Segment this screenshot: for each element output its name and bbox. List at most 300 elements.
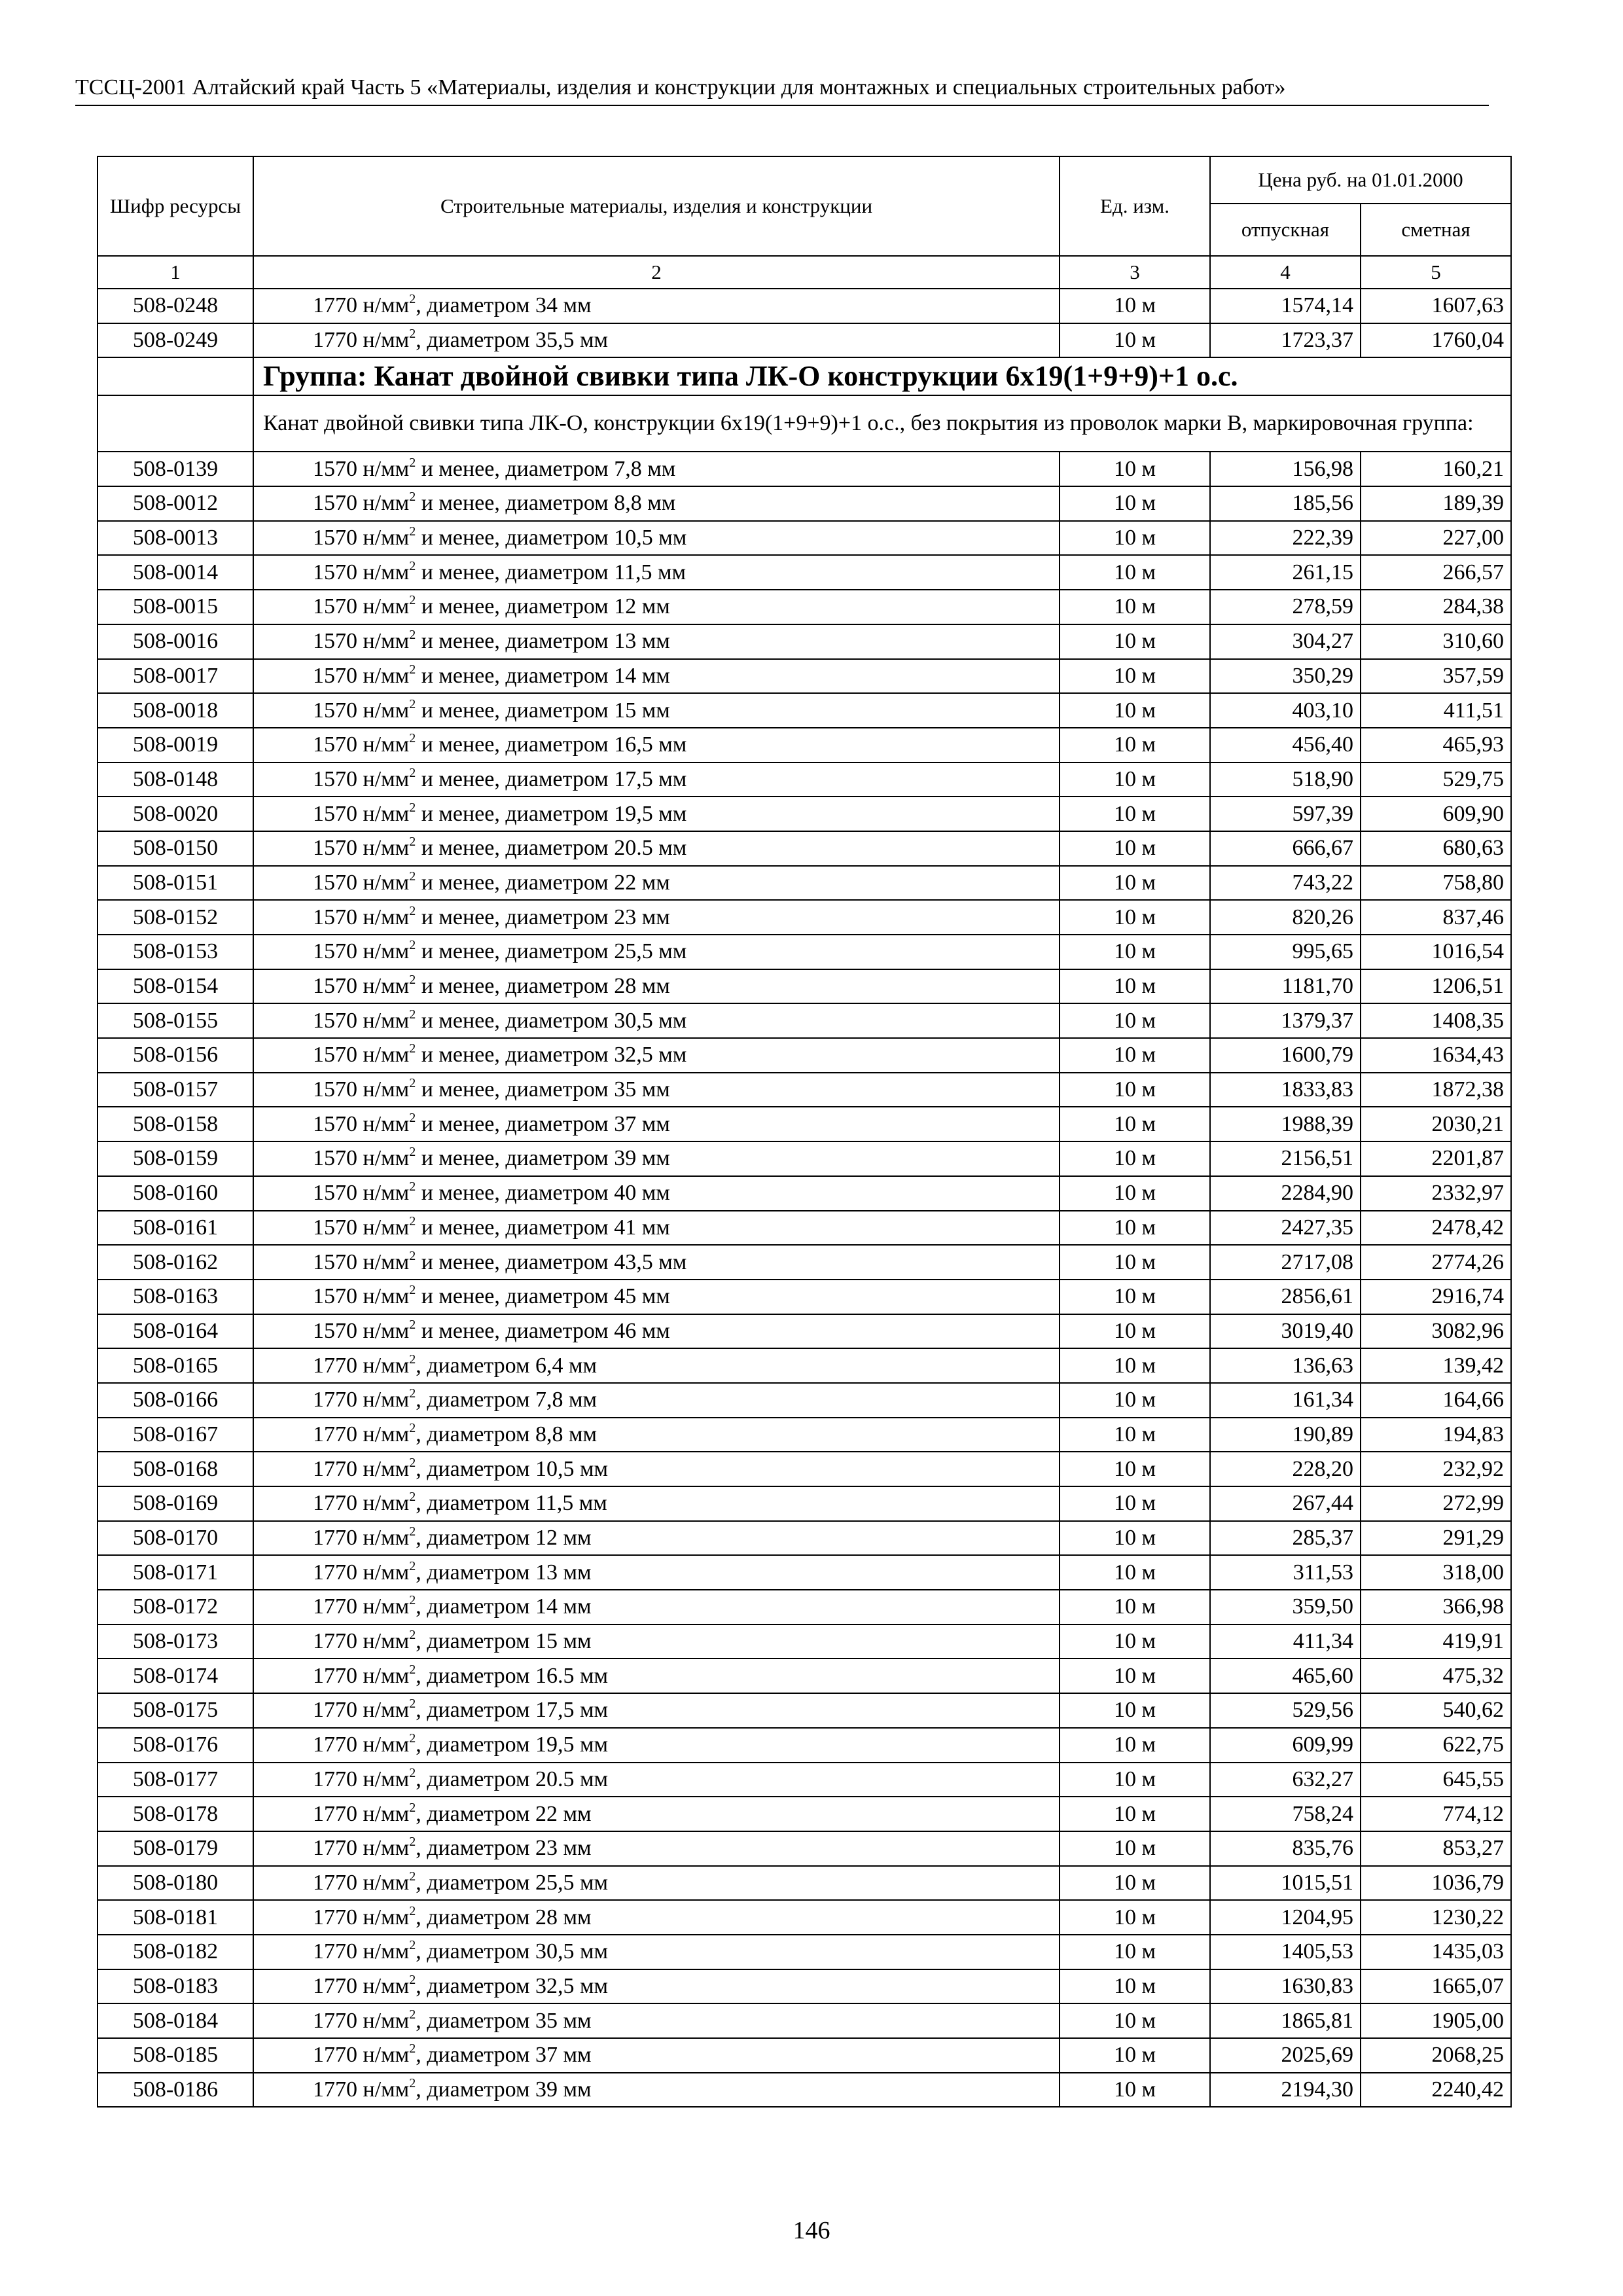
superscript: 2: [409, 1490, 416, 1505]
unit: 10 м: [1060, 866, 1210, 901]
material-description: [253, 1314, 1060, 1349]
table-row: [98, 323, 1511, 358]
release-price: 1405,53: [1210, 1935, 1361, 1969]
estimate-price: 1905,00: [1361, 2003, 1511, 2038]
material-description: [253, 1073, 1060, 1107]
release-price: 1630,83: [1210, 1969, 1361, 2004]
diameter-text: , диаметром 28 мм: [416, 1905, 592, 1929]
unit: 10 м: [1060, 1383, 1210, 1418]
strength-value: 1570 н/мм: [313, 974, 410, 999]
diameter-text: , диаметром 30,5 мм: [416, 1939, 609, 1964]
material-description: [253, 590, 1060, 624]
diameter-text: и менее, диаметром 20.5 мм: [416, 836, 687, 861]
superscript: 2: [409, 1800, 416, 1815]
release-price: 2427,35: [1210, 1211, 1361, 1246]
diameter-text: и менее, диаметром 23 мм: [416, 905, 670, 929]
unit: 10 м: [1060, 1211, 1210, 1246]
unit: 10 м: [1060, 2003, 1210, 2038]
diameter-text: и менее, диаметром 43,5 мм: [416, 1249, 687, 1274]
strength-value: 1770 н/мм: [313, 328, 410, 353]
estimate-price: 2774,26: [1361, 1245, 1511, 1280]
material-description: [253, 289, 1060, 323]
resource-code: 508-0167: [98, 1418, 253, 1452]
diameter-text: , диаметром 11,5 мм: [416, 1491, 607, 1516]
unit: 10 м: [1060, 935, 1210, 969]
strength-value: 1570 н/мм: [313, 663, 410, 688]
material-description: [253, 624, 1060, 659]
release-price: 1574,14: [1210, 289, 1361, 323]
strength-value: 1770 н/мм: [313, 1663, 410, 1688]
diameter-text: , диаметром 7,8 мм: [416, 1388, 597, 1412]
unit: 10 м: [1060, 555, 1210, 590]
superscript: 2: [409, 1593, 416, 1608]
material-description: [253, 900, 1060, 935]
header-rule: [75, 105, 1489, 106]
release-price: 190,89: [1210, 1418, 1361, 1452]
estimate-price: 2030,21: [1361, 1107, 1511, 1141]
header-name: Строительные материалы, изделия и конструкции: [253, 156, 1060, 256]
diameter-text: , диаметром 37 мм: [416, 2043, 592, 2068]
unit: 10 м: [1060, 1107, 1210, 1141]
group-heading-row: [98, 357, 1511, 395]
estimate-price: 774,12: [1361, 1797, 1511, 1831]
material-description: [253, 2073, 1060, 2108]
table-row: [98, 969, 1511, 1004]
resource-code: 508-0172: [98, 1590, 253, 1624]
superscript: 2: [409, 1731, 416, 1746]
resource-code: 508-0159: [98, 1141, 253, 1176]
strength-value: 1570 н/мм: [313, 1146, 410, 1171]
strength-value: 1770 н/мм: [313, 1594, 410, 1619]
table-row: [98, 1590, 1511, 1624]
material-description: [253, 1245, 1060, 1280]
estimate-price: 622,75: [1361, 1728, 1511, 1763]
release-price: 267,44: [1210, 1486, 1361, 1521]
superscript: 2: [409, 292, 416, 307]
table-row: [98, 1107, 1511, 1141]
estimate-price: 1036,79: [1361, 1866, 1511, 1901]
diameter-text: , диаметром 8,8 мм: [416, 1422, 597, 1446]
release-price: 1600,79: [1210, 1038, 1361, 1073]
diameter-text: , диаметром 32,5 мм: [416, 1973, 609, 1998]
diameter-text: , диаметром 34 мм: [416, 293, 592, 318]
material-description: [253, 1521, 1060, 1556]
resource-code: 508-0164: [98, 1314, 253, 1349]
resource-code: 508-0180: [98, 1866, 253, 1901]
superscript: 2: [409, 765, 416, 780]
superscript: 2: [409, 1145, 416, 1160]
unit: 10 м: [1060, 1659, 1210, 1693]
unit: 10 м: [1060, 1280, 1210, 1314]
material-description: [253, 452, 1060, 486]
unit: 10 м: [1060, 590, 1210, 624]
unit: 10 м: [1060, 521, 1210, 556]
estimate-price: 284,38: [1361, 590, 1511, 624]
diameter-text: , диаметром 22 мм: [416, 1801, 592, 1826]
release-price: 609,99: [1210, 1728, 1361, 1763]
strength-value: 1770 н/мм: [313, 1526, 410, 1551]
resource-code: 508-0148: [98, 762, 253, 797]
unit: 10 м: [1060, 1969, 1210, 2004]
strength-value: 1770 н/мм: [313, 1629, 410, 1654]
resource-code: 508-0161: [98, 1211, 253, 1246]
strength-value: 1570 н/мм: [313, 1284, 410, 1309]
unit: 10 м: [1060, 1624, 1210, 1659]
estimate-price: 2478,42: [1361, 1211, 1511, 1246]
resource-code: 508-0182: [98, 1935, 253, 1969]
diameter-text: , диаметром 12 мм: [416, 1526, 592, 1551]
strength-value: 1570 н/мм: [313, 766, 410, 791]
release-price: 161,34: [1210, 1383, 1361, 1418]
resource-code: 508-0016: [98, 624, 253, 659]
table-row: [98, 1038, 1511, 1073]
release-price: 1988,39: [1210, 1107, 1361, 1141]
resource-code: 508-0183: [98, 1969, 253, 2004]
unit: 10 м: [1060, 1314, 1210, 1349]
unit: 10 м: [1060, 1797, 1210, 1831]
unit: 10 м: [1060, 1866, 1210, 1901]
superscript: 2: [409, 1317, 416, 1332]
diameter-text: и менее, диаметром 10,5 мм: [416, 526, 687, 550]
diameter-text: и менее, диаметром 28 мм: [416, 974, 670, 999]
estimate-price: 1206,51: [1361, 969, 1511, 1004]
table-row: [98, 1452, 1511, 1486]
strength-value: 1570 н/мм: [313, 1077, 410, 1102]
material-description: [253, 693, 1060, 728]
material-description: [253, 1348, 1060, 1383]
release-price: 222,39: [1210, 521, 1361, 556]
unit: 10 м: [1060, 1935, 1210, 1969]
resource-code: 508-0173: [98, 1624, 253, 1659]
release-price: 518,90: [1210, 762, 1361, 797]
strength-value: 1570 н/мм: [313, 491, 410, 516]
unit: 10 м: [1060, 1418, 1210, 1452]
resource-code: 508-0176: [98, 1728, 253, 1763]
estimate-price: 853,27: [1361, 1831, 1511, 1866]
material-description: [253, 728, 1060, 762]
table-row: [98, 2038, 1511, 2073]
superscript: 2: [409, 1420, 416, 1435]
group-note-spacer: [98, 395, 253, 452]
strength-value: 1770 н/мм: [313, 1388, 410, 1412]
resource-code: 508-0012: [98, 486, 253, 521]
release-price: 261,15: [1210, 555, 1361, 590]
estimate-price: 680,63: [1361, 831, 1511, 866]
material-description: [253, 1418, 1060, 1452]
table-row: [98, 659, 1511, 694]
strength-value: 1770 н/мм: [313, 1560, 410, 1585]
resource-code: 508-0174: [98, 1659, 253, 1693]
superscript: 2: [409, 455, 416, 470]
diameter-text: и менее, диаметром 25,5 мм: [416, 939, 687, 964]
estimate-price: 465,93: [1361, 728, 1511, 762]
strength-value: 1570 н/мм: [313, 1318, 410, 1343]
unit: 10 м: [1060, 831, 1210, 866]
resource-code: 508-0249: [98, 323, 253, 358]
unit: 10 м: [1060, 1590, 1210, 1624]
superscript: 2: [409, 800, 416, 815]
resource-code: 508-0178: [98, 1797, 253, 1831]
unit: 10 м: [1060, 1693, 1210, 1728]
resource-code: 508-0155: [98, 1003, 253, 1038]
table-row: [98, 521, 1511, 556]
table-row: [98, 1348, 1511, 1383]
superscript: 2: [409, 558, 416, 573]
material-description: [253, 1797, 1060, 1831]
diameter-text: и менее, диаметром 8,8 мм: [416, 491, 676, 516]
material-description: [253, 1728, 1060, 1763]
table-row: [98, 1245, 1511, 1280]
material-description: [253, 935, 1060, 969]
strength-value: 1570 н/мм: [313, 1181, 410, 1206]
estimate-price: 318,00: [1361, 1555, 1511, 1590]
unit: 10 м: [1060, 762, 1210, 797]
superscript: 2: [409, 524, 416, 539]
release-price: 995,65: [1210, 935, 1361, 969]
table-row: [98, 1176, 1511, 1211]
table-row: [98, 1073, 1511, 1107]
resource-code: 508-0014: [98, 555, 253, 590]
diameter-text: , диаметром 19,5 мм: [416, 1732, 609, 1757]
table-row: [98, 555, 1511, 590]
estimate-price: 3082,96: [1361, 1314, 1511, 1349]
superscript: 2: [409, 1869, 416, 1884]
resource-code: 508-0153: [98, 935, 253, 969]
resource-code: 508-0165: [98, 1348, 253, 1383]
diameter-text: и менее, диаметром 11,5 мм: [416, 560, 686, 584]
table-row: [98, 797, 1511, 831]
strength-value: 1570 н/мм: [313, 698, 410, 723]
material-description: [253, 2003, 1060, 2038]
strength-value: 1770 н/мм: [313, 293, 410, 318]
resource-code: 508-0015: [98, 590, 253, 624]
table-row: [98, 1314, 1511, 1349]
release-price: 311,53: [1210, 1555, 1361, 1590]
resource-code: 508-0160: [98, 1176, 253, 1211]
superscript: 2: [409, 1903, 416, 1918]
estimate-price: 232,92: [1361, 1452, 1511, 1486]
material-description: [253, 1176, 1060, 1211]
diameter-text: и менее, диаметром 45 мм: [416, 1284, 670, 1309]
estimate-price: 310,60: [1361, 624, 1511, 659]
estimate-price: 2240,42: [1361, 2073, 1511, 2108]
estimate-price: 366,98: [1361, 1590, 1511, 1624]
release-price: 758,24: [1210, 1797, 1361, 1831]
release-price: 597,39: [1210, 797, 1361, 831]
unit: 10 м: [1060, 728, 1210, 762]
table-row: [98, 1418, 1511, 1452]
superscript: 2: [409, 731, 416, 746]
release-price: 820,26: [1210, 900, 1361, 935]
estimate-price: 194,83: [1361, 1418, 1511, 1452]
resource-code: 508-0169: [98, 1486, 253, 1521]
superscript: 2: [409, 327, 416, 342]
diameter-text: и менее, диаметром 16,5 мм: [416, 732, 687, 757]
material-description: [253, 1659, 1060, 1693]
superscript: 2: [409, 1386, 416, 1401]
unit: 10 м: [1060, 1176, 1210, 1211]
column-number: 3: [1060, 256, 1210, 289]
estimate-price: 272,99: [1361, 1486, 1511, 1521]
superscript: 2: [409, 1248, 416, 1263]
estimate-price: 645,55: [1361, 1763, 1511, 1797]
strength-value: 1570 н/мм: [313, 939, 410, 964]
superscript: 2: [409, 1765, 416, 1780]
material-description: [253, 762, 1060, 797]
resource-code: 508-0020: [98, 797, 253, 831]
material-description: [253, 1831, 1060, 1866]
material-description: [253, 969, 1060, 1004]
diameter-text: , диаметром 35,5 мм: [416, 328, 609, 353]
superscript: 2: [409, 2041, 416, 2056]
unit: 10 м: [1060, 1555, 1210, 1590]
diameter-text: и менее, диаметром 30,5 мм: [416, 1008, 687, 1033]
strength-value: 1770 н/мм: [313, 1973, 410, 1998]
resource-code: 508-0152: [98, 900, 253, 935]
estimate-price: 837,46: [1361, 900, 1511, 935]
superscript: 2: [409, 903, 416, 918]
diameter-text: и менее, диаметром 41 мм: [416, 1215, 670, 1240]
unit: 10 м: [1060, 1486, 1210, 1521]
superscript: 2: [409, 869, 416, 884]
release-price: 3019,40: [1210, 1314, 1361, 1349]
superscript: 2: [409, 1835, 416, 1850]
release-price: 2717,08: [1210, 1245, 1361, 1280]
superscript: 2: [409, 490, 416, 505]
material-description: [253, 2038, 1060, 2073]
material-description: [253, 1590, 1060, 1624]
superscript: 2: [409, 1662, 416, 1677]
diameter-text: и менее, диаметром 19,5 мм: [416, 801, 687, 826]
table-row: [98, 1831, 1511, 1866]
price-table: [97, 156, 1512, 2108]
resource-code: 508-0185: [98, 2038, 253, 2073]
estimate-price: 1016,54: [1361, 935, 1511, 969]
unit: 10 м: [1060, 1348, 1210, 1383]
estimate-price: 266,57: [1361, 555, 1511, 590]
unit: 10 м: [1060, 659, 1210, 694]
superscript: 2: [409, 1110, 416, 1125]
superscript: 2: [409, 1696, 416, 1712]
diameter-text: , диаметром 15 мм: [416, 1629, 592, 1654]
table-row: [98, 289, 1511, 323]
strength-value: 1570 н/мм: [313, 1215, 410, 1240]
strength-value: 1770 н/мм: [313, 1456, 410, 1481]
release-price: 411,34: [1210, 1624, 1361, 1659]
superscript: 2: [409, 593, 416, 608]
superscript: 2: [409, 696, 416, 711]
table-row: [98, 1486, 1511, 1521]
table-row: [98, 2003, 1511, 2038]
strength-value: 1570 н/мм: [313, 732, 410, 757]
release-price: 456,40: [1210, 728, 1361, 762]
release-price: 465,60: [1210, 1659, 1361, 1693]
table-row: [98, 1763, 1511, 1797]
material-description: [253, 1038, 1060, 1073]
material-description: [253, 1624, 1060, 1659]
diameter-text: и менее, диаметром 12 мм: [416, 594, 670, 619]
diameter-text: , диаметром 17,5 мм: [416, 1698, 609, 1723]
release-price: 350,29: [1210, 659, 1361, 694]
header-estimate-price: сметная: [1361, 204, 1511, 256]
superscript: 2: [409, 662, 416, 677]
table-row: [98, 1211, 1511, 1246]
table-row: [98, 624, 1511, 659]
estimate-price: 758,80: [1361, 866, 1511, 901]
material-description: [253, 1141, 1060, 1176]
superscript: 2: [409, 1076, 416, 1091]
group-note: Канат двойной свивки типа ЛК-О, конструкции 6x19(1+9+9)+1 о.с., без покрытия из проволок марки В, маркировочная группа:: [253, 395, 1511, 452]
resource-code: 508-0186: [98, 2073, 253, 2108]
diameter-text: , диаметром 35 мм: [416, 2008, 592, 2033]
resource-code: 508-0184: [98, 2003, 253, 2038]
superscript: 2: [409, 973, 416, 988]
release-price: 304,27: [1210, 624, 1361, 659]
release-price: 1833,83: [1210, 1073, 1361, 1107]
resource-code: 508-0177: [98, 1763, 253, 1797]
resource-code: 508-0017: [98, 659, 253, 694]
release-price: 2194,30: [1210, 2073, 1361, 2108]
estimate-price: 357,59: [1361, 659, 1511, 694]
strength-value: 1570 н/мм: [313, 801, 410, 826]
resource-code: 508-0179: [98, 1831, 253, 1866]
diameter-text: , диаметром 13 мм: [416, 1560, 592, 1585]
unit: 10 м: [1060, 1038, 1210, 1073]
estimate-price: 1760,04: [1361, 323, 1511, 358]
diameter-text: и менее, диаметром 32,5 мм: [416, 1043, 687, 1067]
diameter-text: , диаметром 20.5 мм: [416, 1767, 609, 1791]
release-price: 1181,70: [1210, 969, 1361, 1004]
table-row: [98, 831, 1511, 866]
unit: 10 м: [1060, 1521, 1210, 1556]
resource-code: 508-0018: [98, 693, 253, 728]
superscript: 2: [409, 2007, 416, 2022]
release-price: 285,37: [1210, 1521, 1361, 1556]
release-price: 1379,37: [1210, 1003, 1361, 1038]
unit: 10 м: [1060, 693, 1210, 728]
unit: 10 м: [1060, 1073, 1210, 1107]
superscript: 2: [409, 1179, 416, 1194]
strength-value: 1570 н/мм: [313, 1111, 410, 1136]
resource-code: 508-0163: [98, 1280, 253, 1314]
table-row: [98, 1003, 1511, 1038]
strength-value: 1770 н/мм: [313, 1905, 410, 1929]
material-description: [253, 1486, 1060, 1521]
estimate-price: 609,90: [1361, 797, 1511, 831]
unit: 10 м: [1060, 624, 1210, 659]
table-row: [98, 693, 1511, 728]
resource-code: 508-0162: [98, 1245, 253, 1280]
resource-code: 508-0156: [98, 1038, 253, 1073]
material-description: [253, 1211, 1060, 1246]
resource-code: 508-0139: [98, 452, 253, 486]
release-price: 1015,51: [1210, 1866, 1361, 1901]
strength-value: 1770 н/мм: [313, 1801, 410, 1826]
diameter-text: и менее, диаметром 46 мм: [416, 1318, 670, 1343]
release-price: 156,98: [1210, 452, 1361, 486]
strength-value: 1570 н/мм: [313, 560, 410, 584]
table-row: [98, 728, 1511, 762]
material-description: [253, 1555, 1060, 1590]
release-price: 185,56: [1210, 486, 1361, 521]
diameter-text: и менее, диаметром 15 мм: [416, 698, 670, 723]
estimate-price: 1665,07: [1361, 1969, 1511, 2004]
estimate-price: 189,39: [1361, 486, 1511, 521]
superscript: 2: [409, 1524, 416, 1539]
strength-value: 1570 н/мм: [313, 629, 410, 654]
material-description: [253, 659, 1060, 694]
column-number: 1: [98, 256, 253, 289]
